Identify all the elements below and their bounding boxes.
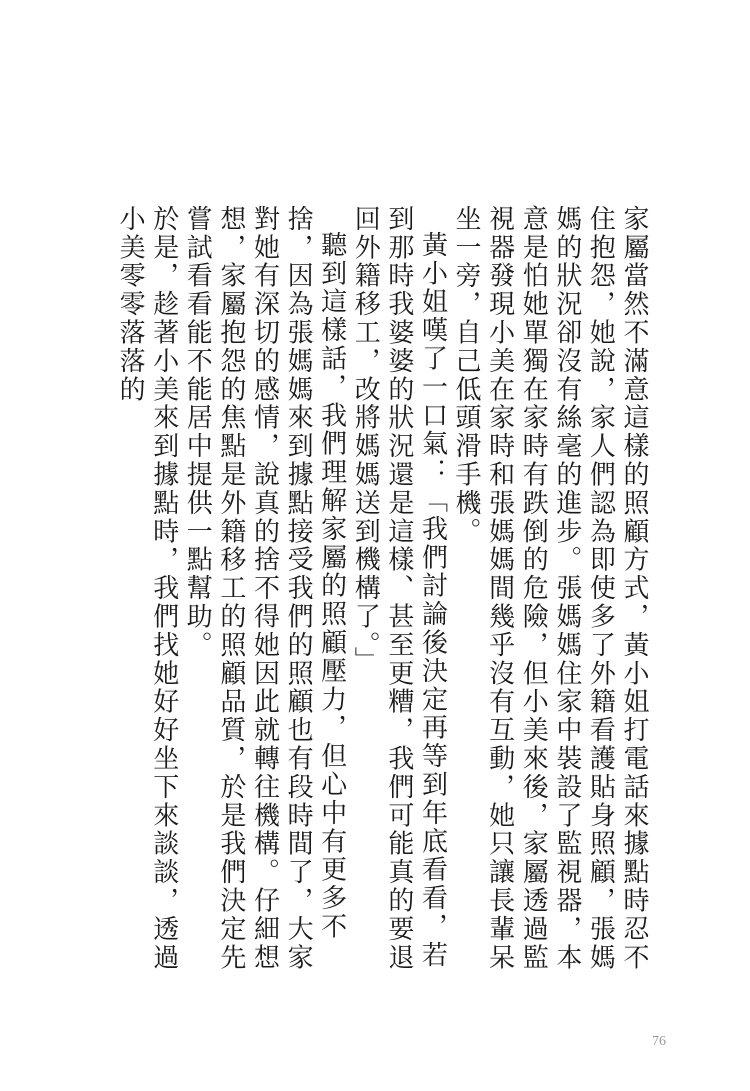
paragraph-sigh-quote: 黃小姐嘆了一口氣：「我們討論後決定再等到年底看看，若到那時我婆婆的狀況還是這樣、甚至更糟，我們可能真的要退回外籍移工，改將媽媽送到機構了。」 [350,205,448,972]
paragraph-reflection: 聽到這樣話，我們理解家屬的照顧壓力，但心中有更多不捨，因為張媽媽來到據點接受我們的照顧也有段時間了，大家對她有深切的感情，說真的捨不得她因此就轉往機構。仔細想想，家屬抱怨的焦點是外籍移工的照顧品質，於是我們決定先嘗試看看能不能居中提供一點幫助。 [182,205,347,972]
vertical-text-body [115,205,650,975]
page-number: 76 [652,1034,666,1049]
paragraph-complaint: 家屬當然不滿意這樣的照顧方式，黃小姐打電話來據點時忍不住抱怨，她說，家人們認為即使多了外籍看護貼身照顧，張媽媽的狀況卻沒有絲毫的進步。張媽媽住家中裝設了監視器，本意是怕她單獨在家時有跌倒的危險，但小美來後，家屬透過監視器發現小美在家時和張媽媽間幾乎沒有互動，她只讓長輩呆坐一旁，自己低頭滑手機。 [451,205,649,972]
paragraph-continuation: 於是，趁著小美來到據點時，我們找她好好坐下來談談，透過小美零零落落的 [115,205,179,972]
